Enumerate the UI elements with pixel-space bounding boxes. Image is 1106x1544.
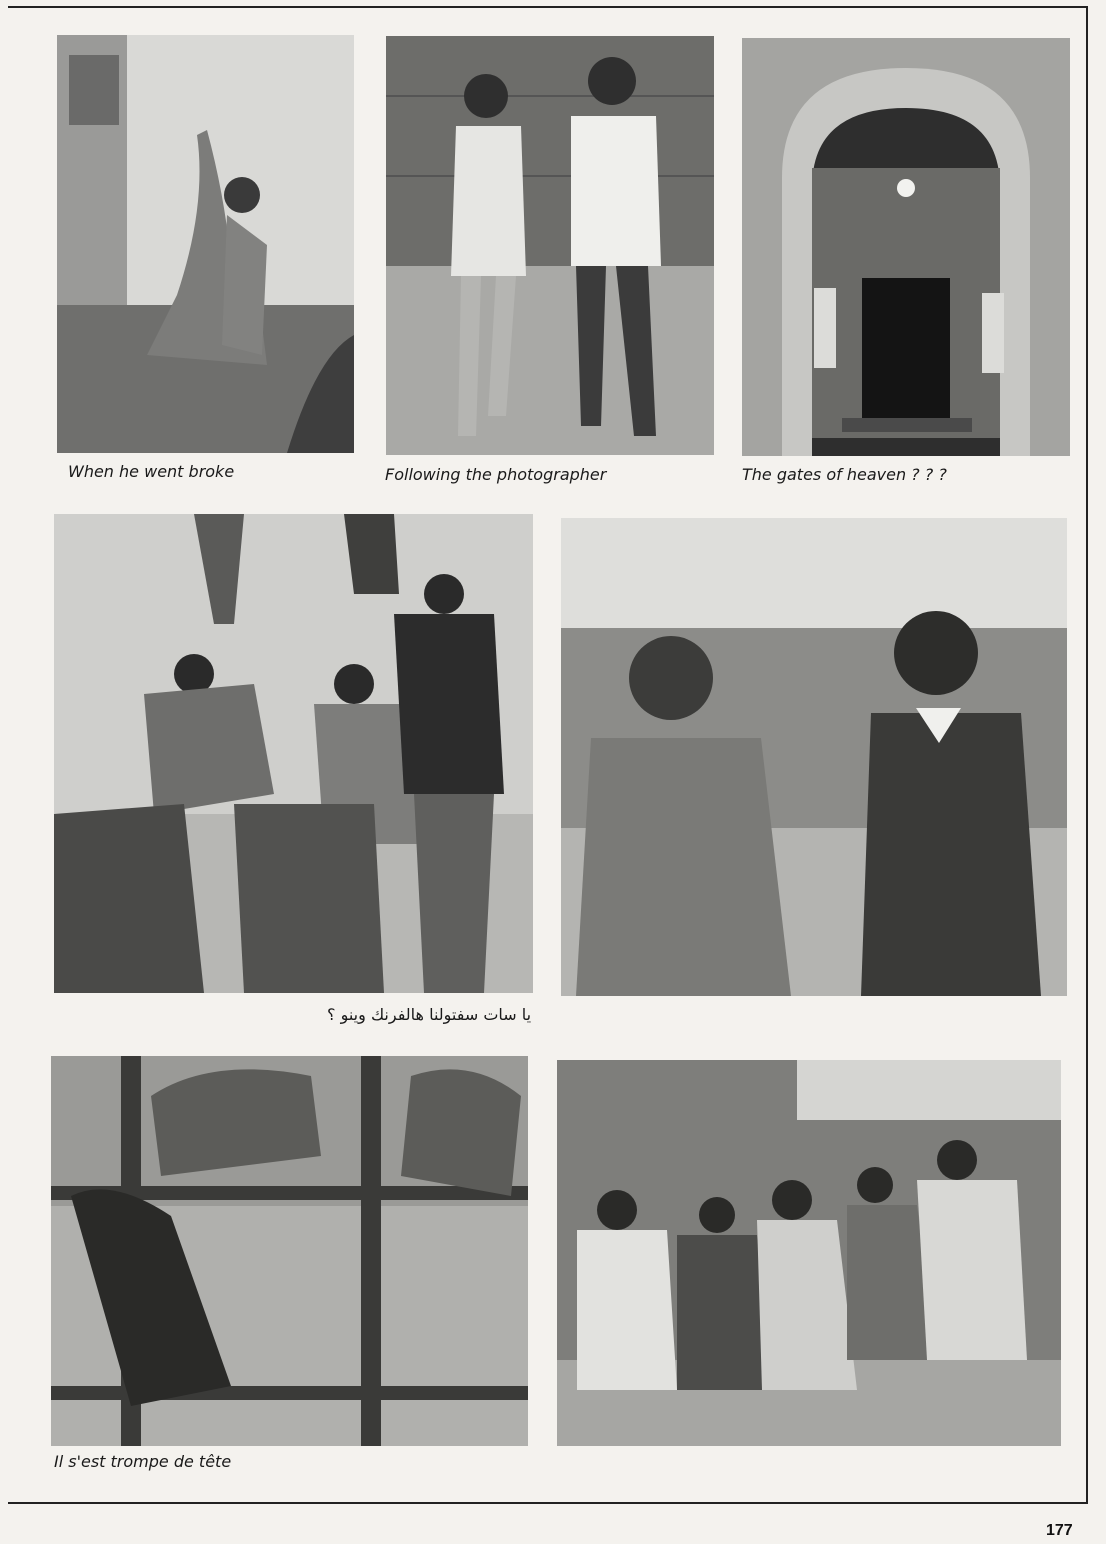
caption-following-the-photographer: Following the photographer	[385, 465, 607, 484]
photo-stone-arch-doorway	[742, 38, 1070, 456]
photo-group-on-bench	[557, 1060, 1061, 1446]
photo-feet-through-railing	[51, 1056, 528, 1446]
page-number: 177	[1046, 1522, 1073, 1539]
caption-the-gates-of-heaven: The gates of heaven ? ? ?	[742, 465, 947, 484]
caption-il-sest-trompe-de-tete: Il s'est trompe de tête	[54, 1452, 232, 1471]
photo-man-reaching-wall	[57, 35, 354, 453]
photo-group-crouching	[54, 514, 533, 993]
caption-arabic: يا سات سفتولنا هالفرنك وينو ؟	[327, 1005, 532, 1024]
caption-when-he-went-broke: When he went broke	[68, 462, 235, 481]
photo-two-young-men	[561, 518, 1067, 996]
photo-two-women-running	[386, 36, 714, 455]
